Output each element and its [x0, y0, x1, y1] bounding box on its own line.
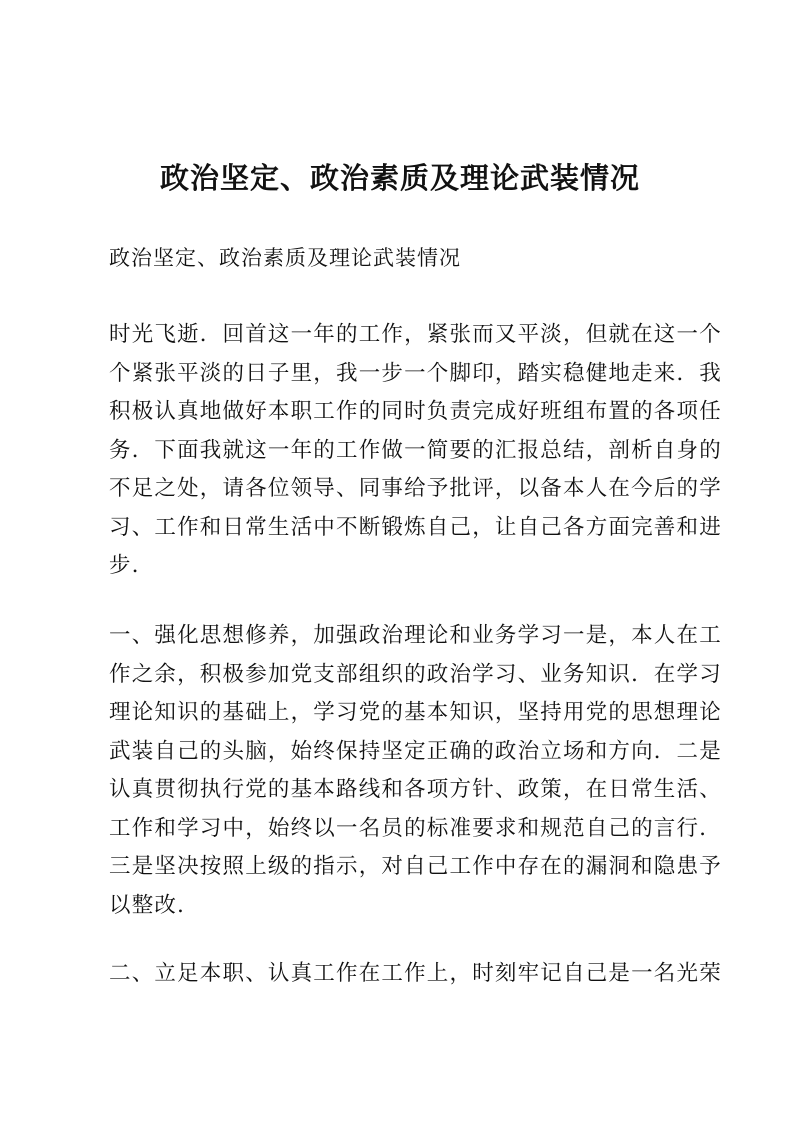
paragraph-line: 积极认真地做好本职工作的同时负责完成好班组布置的各项任	[109, 399, 722, 424]
document-title: 政治坚定、政治素质及理论武装情况	[159, 161, 640, 195]
paragraph-line: 个紧张平淡的日子里，我一步一个脚印，踏实稳健地走来．我	[109, 360, 722, 386]
paragraph-line: 以整改．	[109, 892, 200, 918]
paragraph-line: 理论知识的基础上，学习党的基本知识，坚持用党的思想理论	[109, 700, 722, 725]
document-subtitle: 政治坚定、政治素质及理论武装情况	[109, 246, 461, 270]
paragraph-line: 习、工作和日常生活中不断锻炼自己，让自己各方面完善和进	[109, 514, 722, 540]
paragraph-line: 二、立足本职、认真工作在工作上，时刻牢记自己是一名光荣	[109, 961, 722, 986]
paragraph-line: 不足之处，请各位领导、同事给予批评，以备本人在今后的学	[109, 476, 722, 501]
paragraph-intro	[109, 316, 722, 586]
paragraph-line: 务．下面我就这一年的工作做一简要的汇报总结，剖析自身的	[109, 437, 722, 463]
paragraph-section-one	[109, 617, 722, 925]
paragraph-line: 工作和学习中，始终以一名员的标准要求和规范自己的言行．	[109, 815, 722, 841]
paragraph-line: 武装自己的头脑，始终保持坚定正确的政治立场和方向．二是	[109, 738, 722, 764]
paragraph-line: 作之余，积极参加党支部组织的政治学习、业务知识．在学习	[109, 661, 722, 687]
paragraph-line: 时光飞逝．回首这一年的工作，紧张而又平淡，但就在这一个	[109, 322, 722, 347]
paragraph-line: 认真贯彻执行党的基本路线和各项方针、政策，在日常生活、	[109, 777, 722, 802]
paragraph-section-two	[109, 955, 722, 994]
paragraph-line: 一、强化思想修养，加强政治理论和业务学习一是，本人在工	[109, 623, 722, 648]
paragraph-line: 步．	[109, 553, 155, 578]
paragraph-line: 三是坚决按照上级的指示，对自己工作中存在的漏洞和隐患予	[109, 854, 722, 879]
